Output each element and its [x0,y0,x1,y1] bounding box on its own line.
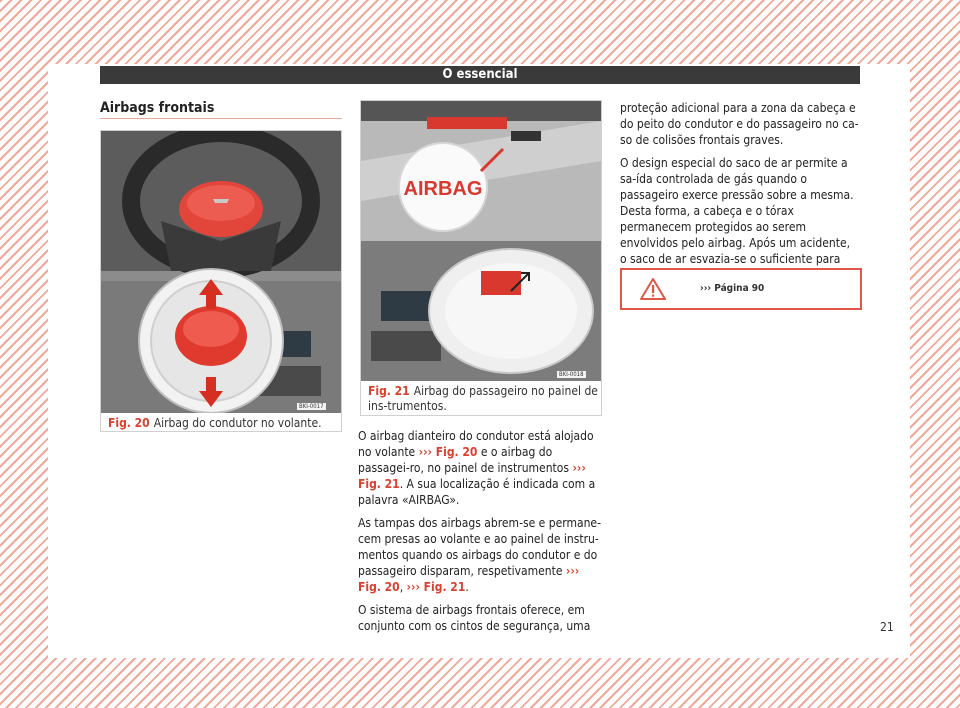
text-span: e o airbag do passagei-ro, no painel de instrumentos [358,445,573,475]
right-column [620,100,860,290]
chapter-banner: O essencial [100,66,860,84]
middle-paragraph-2 [358,515,604,595]
figure-20 [100,130,342,432]
figure-20-caption-text: Airbag do condutor no volante. [153,416,322,430]
page-number: 21 [880,620,894,634]
figure-21-code: BKI-0018 [559,371,584,378]
text-span: . [465,580,469,594]
figure-21-label: Fig. 21 [368,384,410,398]
warning-triangle-icon [640,278,666,304]
figure-21 [360,100,602,416]
figure-20-code: BKI-0017 [299,403,324,410]
title-underline [100,118,342,119]
middle-paragraph-1 [358,428,604,508]
section-title: Airbags frontais [100,100,215,116]
figure-20-image [101,131,341,413]
airbag-label: AIRBAG [403,178,483,200]
middle-paragraph-3: O sistema de airbags frontais oferece, em conjunto com os cintos de segurança, uma [358,603,591,633]
figure-21-caption-text: Airbag do passageiro no painel de ins-trumentos. [368,384,598,413]
text-span: O airbag dianteiro do condutor está alojado no volante [358,429,594,459]
text-span: As tampas dos airbags abrem-se e permane-cem presas ao volante e ao painel de instru-mentos quando os airbags do condutor e do passageiro disparam, respetivamente [358,516,601,578]
warning-box [620,268,862,310]
figure-21-image [361,101,601,381]
fig-20-link[interactable]: ››› Fig. 20 [358,564,580,594]
middle-column [358,428,604,641]
right-paragraph-1: proteção adicional para a zona da cabeça e do peito do condutor e do passageiro no ca-so de colisões frontais graves. [620,101,859,147]
text-span: . A sua localização é indicada com a palavra «AIRBAG». [358,477,596,507]
text-span: , [399,580,407,594]
fig-21-link[interactable]: ››› Fig. 21 [358,461,586,491]
figure-21-caption [368,384,598,414]
fig-20-link[interactable]: ››› Fig. 20 [418,445,478,459]
right-paragraph-2: O design especial do saco de ar permite a sa-ída controlada de gás quando o passageiro exerce pressão sobre a mesma. Desta forma, a cabeça e o tórax permanecem protegidos ao serem envolvidos pelo airbag. Após um acidente, o saco de ar esvazia-se o suficiente para [620,156,854,266]
fig-21-link[interactable]: ››› Fig. 21 [406,580,466,594]
figure-20-label: Fig. 20 [108,416,150,430]
warning-page-link[interactable]: ››› Página 90 [700,283,765,294]
figure-20-caption [108,416,338,431]
